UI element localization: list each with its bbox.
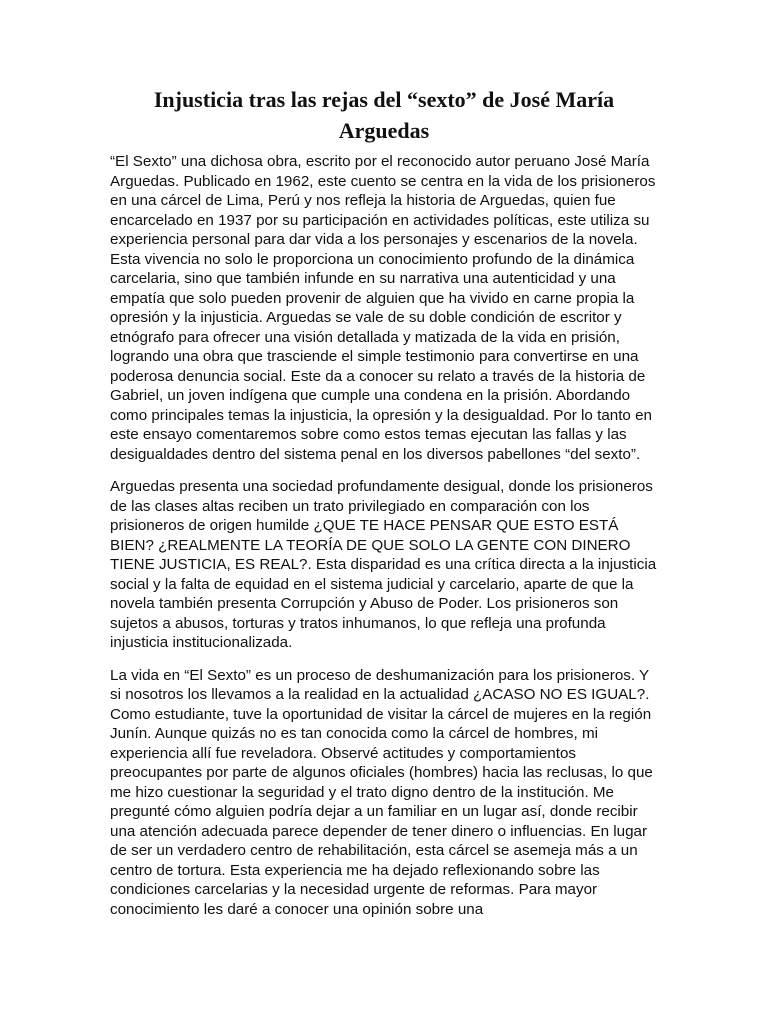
- paragraph-dehumanization: La vida en “El Sexto” es un proceso de deshumanización para los prisioneros. Y si nosotros los llevamos a la realidad en la actualidad ¿ACASO NO ES IGUAL?. Como estudiante, tuve la oportunidad de visitar la cárcel de mujeres en la región Junín. Aunque quizás no es tan conocida como la cárcel de hombres, mi experiencia allí fue reveladora. Observé actitudes y comportamientos preocupantes por parte de algunos oficiales (hombres) hacia las reclusas, lo que me hizo cuestionar la seguridad y el trato digno dentro de la institución. Me pregunté cómo alguien podría dejar a un familiar en un lugar así, donde recibir una atención adecuada parece depender de tener dinero o influencias. En lugar de ser un verdadero centro de rehabilitación, esta cárcel se asemeja más a un centro de tortura. Esta experiencia me ha dejado reflexionando sobre las condiciones carcelarias y la necesidad urgente de reformas. Para mayor conocimiento les daré a conocer una opinión sobre una: [110, 666, 653, 918]
- document-title: Injusticia tras las rejas del “sexto” de José María Arguedas: [153, 87, 615, 143]
- document-body: [110, 152, 662, 932]
- paragraph-inequality: Arguedas presenta una sociedad profundamente desigual, donde los prisioneros de las clases altas reciben un trato privilegiado en comparación con los prisioneros de origen humilde ¿QUE TE HACE PENSAR QUE ESTO ESTÁ BIEN? ¿REALMENTE LA TEORÍA DE QUE SOLO LA GENTE CON DINERO TIENE JUSTICIA, ES REAL?. Esta disparidad es una crítica directa a la injusticia social y la falta de equidad en el sistema judicial y carcelario, aparte de que la novela también presenta Corrupción y Abuso de Poder. Los prisioneros son sujetos a abusos, torturas y tratos inhumanos, lo que refleja una profunda injusticia institucionalizada.: [110, 478, 657, 651]
- paragraph-intro: “El Sexto” una dichosa obra, escrito por el reconocido autor peruano José María Arguedas. Publicado en 1962, este cuento se centra en la vida de los prisioneros en una cárcel de Lima, Perú y nos refleja la historia de Arguedas, quien fue encarcelado en 1937 por su participación en actividades políticas, este utiliza su experiencia personal para dar vida a los personajes y escenarios de la novela. Esta vivencia no solo le proporciona un conocimiento profundo de la dinámica carcelaria, sino que también infunde en su narrativa una autenticidad y una empatía que solo pueden provenir de alguien que ha vivido en carne propia la opresión y la injusticia. Arguedas se vale de su doble condición de escritor y etnógrafo para ofrecer una visión detallada y matizada de la vida en prisión, logrando una obra que trasciende el simple testimonio para convertirse en una poderosa denuncia social. Este da a conocer su relato a través de la historia de Gabriel, un joven indígena que cumple una condena en la prisión. Abordando como principales temas la injusticia, la opresión y la desigualdad. Por lo tanto en este ensayo comentaremos sobre como estos temas ejecutan las fallas y las desigualdades dentro del sistema penal en los diversos pabellones “del sexto”.: [110, 153, 656, 463]
